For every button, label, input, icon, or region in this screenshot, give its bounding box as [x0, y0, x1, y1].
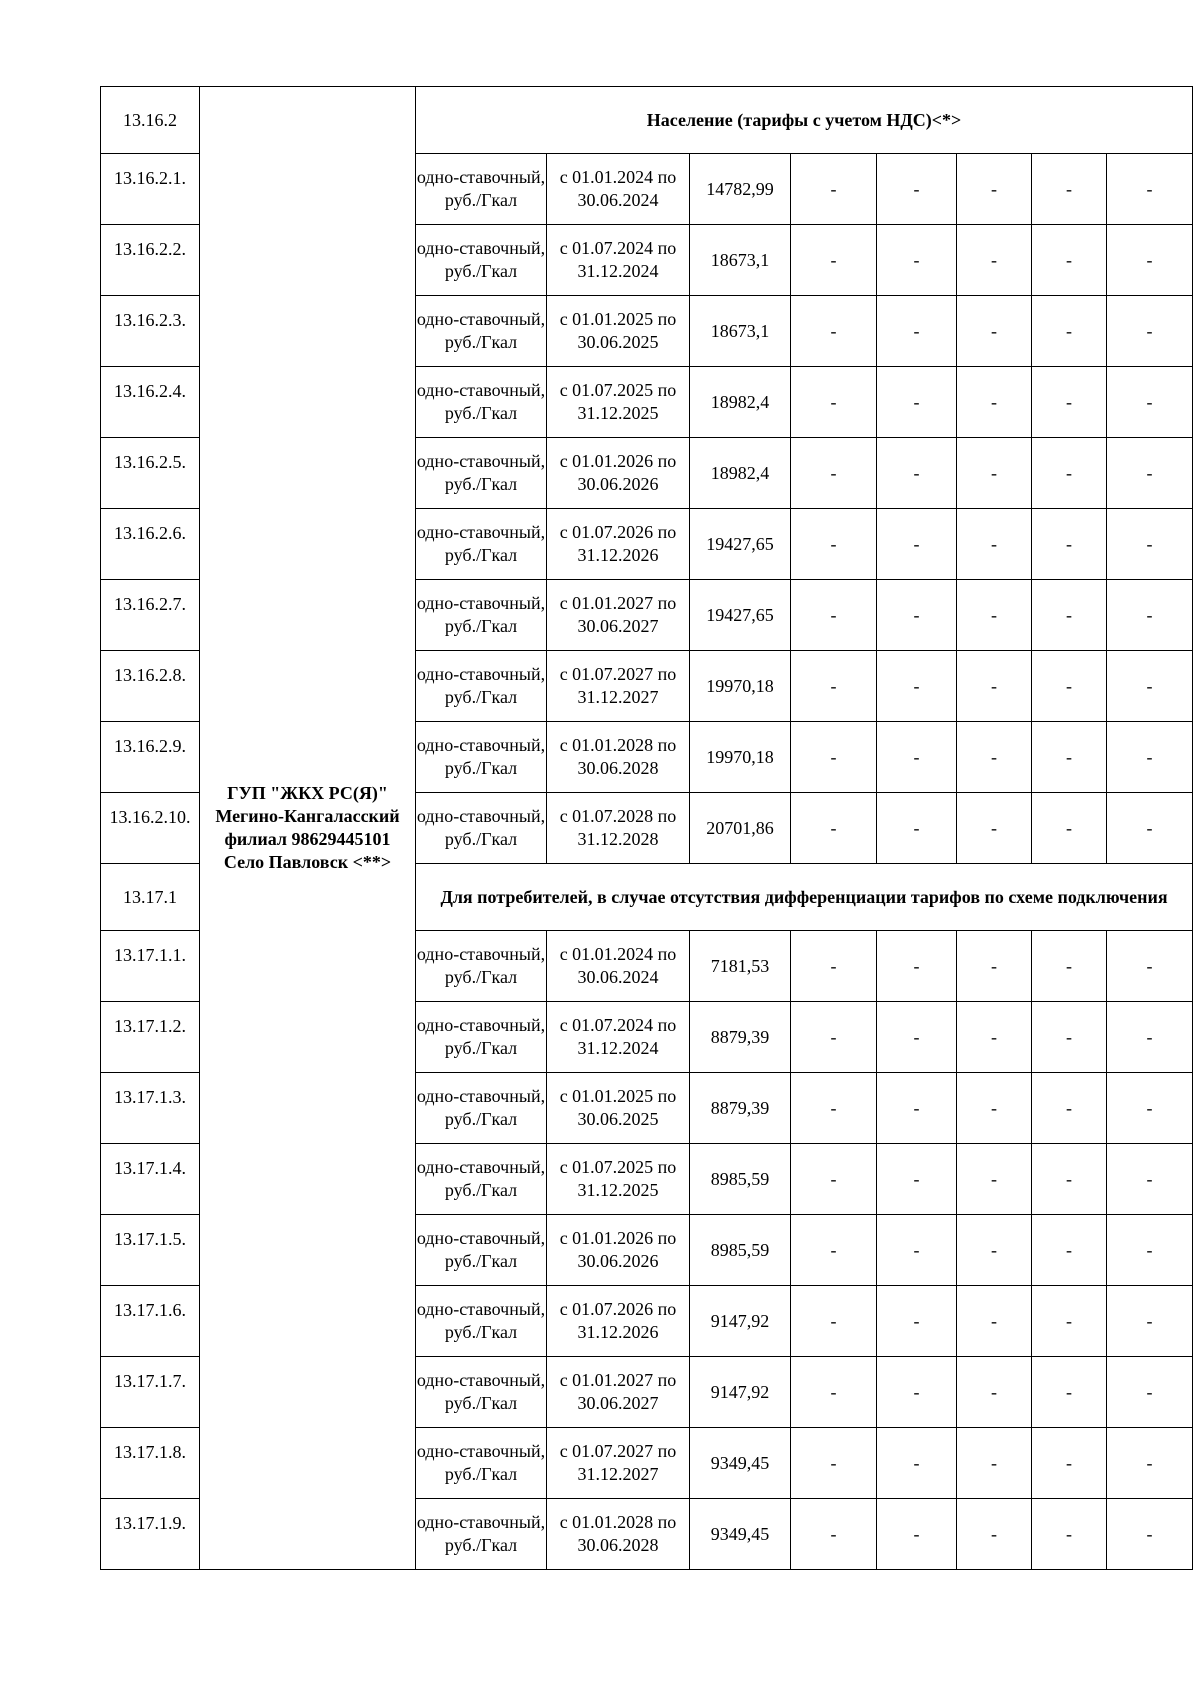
empty-value-dash: - [957, 1144, 1032, 1215]
empty-value-dash: - [791, 509, 877, 580]
empty-value-dash: - [957, 1357, 1032, 1428]
empty-value-dash: - [1107, 1215, 1193, 1286]
tariff-kind: одно-ставочный, руб./Гкал [416, 722, 547, 793]
empty-value-dash: - [791, 154, 877, 225]
tariff-kind: одно-ставочный, руб./Гкал [416, 509, 547, 580]
tariff-period: с 01.07.2026 по 31.12.2026 [547, 1286, 690, 1357]
empty-value-dash: - [1107, 793, 1193, 864]
tariff-value: 7181,53 [690, 931, 791, 1002]
empty-value-dash: - [791, 1357, 877, 1428]
empty-value-dash: - [1032, 367, 1107, 438]
empty-value-dash: - [791, 1002, 877, 1073]
tariff-period: с 01.01.2028 по 30.06.2028 [547, 1499, 690, 1570]
empty-value-dash: - [1032, 1073, 1107, 1144]
empty-value-dash: - [877, 1286, 957, 1357]
empty-value-dash: - [791, 438, 877, 509]
row-number: 13.16.2.3. [101, 296, 200, 367]
tariff-value: 9349,45 [690, 1428, 791, 1499]
empty-value-dash: - [1032, 1499, 1107, 1570]
row-number: 13.16.2.6. [101, 509, 200, 580]
tariff-value: 8879,39 [690, 1002, 791, 1073]
tariff-period: с 01.07.2027 по 31.12.2027 [547, 651, 690, 722]
tariff-value: 19970,18 [690, 651, 791, 722]
empty-value-dash: - [1107, 296, 1193, 367]
empty-value-dash: - [791, 1215, 877, 1286]
tariff-period: с 01.01.2025 по 30.06.2025 [547, 296, 690, 367]
tariff-kind: одно-ставочный, руб./Гкал [416, 793, 547, 864]
empty-value-dash: - [791, 296, 877, 367]
tariff-period: с 01.07.2027 по 31.12.2027 [547, 1428, 690, 1499]
empty-value-dash: - [877, 793, 957, 864]
empty-value-dash: - [1107, 154, 1193, 225]
empty-value-dash: - [957, 1428, 1032, 1499]
empty-value-dash: - [957, 722, 1032, 793]
empty-value-dash: - [791, 722, 877, 793]
tariff-kind: одно-ставочный, руб./Гкал [416, 1286, 547, 1357]
row-number: 13.17.1.2. [101, 1002, 200, 1073]
row-number: 13.17.1.3. [101, 1073, 200, 1144]
empty-value-dash: - [957, 931, 1032, 1002]
tariff-period: с 01.01.2024 по 30.06.2024 [547, 931, 690, 1002]
tariff-period: с 01.01.2026 по 30.06.2026 [547, 438, 690, 509]
tariff-period: с 01.01.2026 по 30.06.2026 [547, 1215, 690, 1286]
tariff-kind: одно-ставочный, руб./Гкал [416, 580, 547, 651]
empty-value-dash: - [957, 438, 1032, 509]
empty-value-dash: - [877, 1499, 957, 1570]
tariff-period: с 01.01.2025 по 30.06.2025 [547, 1073, 690, 1144]
empty-value-dash: - [877, 1073, 957, 1144]
empty-value-dash: - [1032, 722, 1107, 793]
tariff-table-body [101, 87, 1193, 1570]
row-number: 13.17.1.1. [101, 931, 200, 1002]
empty-value-dash: - [1107, 1002, 1193, 1073]
empty-value-dash: - [791, 1073, 877, 1144]
tariff-period: с 01.07.2025 по 31.12.2025 [547, 367, 690, 438]
section-header-row [101, 87, 1193, 154]
empty-value-dash: - [791, 651, 877, 722]
row-number: 13.17.1.9. [101, 1499, 200, 1570]
tariff-period: с 01.07.2026 по 31.12.2026 [547, 509, 690, 580]
empty-value-dash: - [1107, 931, 1193, 1002]
tariff-kind: одно-ставочный, руб./Гкал [416, 1428, 547, 1499]
empty-value-dash: - [1032, 651, 1107, 722]
row-number: 13.17.1.7. [101, 1357, 200, 1428]
empty-value-dash: - [877, 367, 957, 438]
empty-value-dash: - [791, 1144, 877, 1215]
tariff-table [100, 86, 1193, 1570]
row-number: 13.17.1.6. [101, 1286, 200, 1357]
tariff-period: с 01.07.2024 по 31.12.2024 [547, 225, 690, 296]
empty-value-dash: - [877, 580, 957, 651]
section-title: Население (тарифы с учетом НДС)<*> [416, 87, 1193, 154]
tariff-value: 9147,92 [690, 1286, 791, 1357]
row-number: 13.17.1.4. [101, 1144, 200, 1215]
empty-value-dash: - [1032, 793, 1107, 864]
tariff-value: 18982,4 [690, 438, 791, 509]
row-number: 13.16.2.2. [101, 225, 200, 296]
tariff-value: 18673,1 [690, 296, 791, 367]
empty-value-dash: - [957, 1215, 1032, 1286]
empty-value-dash: - [957, 1499, 1032, 1570]
tariff-kind: одно-ставочный, руб./Гкал [416, 367, 547, 438]
empty-value-dash: - [791, 793, 877, 864]
empty-value-dash: - [1107, 1286, 1193, 1357]
tariff-value: 19427,65 [690, 580, 791, 651]
tariff-kind: одно-ставочный, руб./Гкал [416, 1144, 547, 1215]
row-number: 13.16.2.4. [101, 367, 200, 438]
empty-value-dash: - [1107, 1499, 1193, 1570]
section-title: Для потребителей, в случае отсутствия дифференциации тарифов по схеме подключения [416, 864, 1193, 931]
row-number: 13.16.2.8. [101, 651, 200, 722]
empty-value-dash: - [1032, 1286, 1107, 1357]
empty-value-dash: - [1032, 509, 1107, 580]
tariff-value: 8985,59 [690, 1144, 791, 1215]
empty-value-dash: - [791, 367, 877, 438]
tariff-kind: одно-ставочный, руб./Гкал [416, 1073, 547, 1144]
empty-value-dash: - [957, 509, 1032, 580]
empty-value-dash: - [877, 931, 957, 1002]
empty-value-dash: - [957, 793, 1032, 864]
empty-value-dash: - [957, 225, 1032, 296]
tariff-value: 18982,4 [690, 367, 791, 438]
row-number: 13.16.2.7. [101, 580, 200, 651]
empty-value-dash: - [1032, 296, 1107, 367]
empty-value-dash: - [877, 438, 957, 509]
empty-value-dash: - [1107, 438, 1193, 509]
tariff-kind: одно-ставочный, руб./Гкал [416, 651, 547, 722]
tariff-kind: одно-ставочный, руб./Гкал [416, 1002, 547, 1073]
empty-value-dash: - [957, 296, 1032, 367]
tariff-period: с 01.07.2025 по 31.12.2025 [547, 1144, 690, 1215]
empty-value-dash: - [877, 225, 957, 296]
empty-value-dash: - [1107, 1357, 1193, 1428]
organization-name: ГУП "ЖКХ РС(Я)" Мегино-Кангаласский филиал 98629445101 Село Павловск <**> [200, 87, 416, 1570]
empty-value-dash: - [1107, 1428, 1193, 1499]
empty-value-dash: - [877, 651, 957, 722]
row-number: 13.17.1.5. [101, 1215, 200, 1286]
empty-value-dash: - [1107, 722, 1193, 793]
tariff-kind: одно-ставочный, руб./Гкал [416, 931, 547, 1002]
tariff-kind: одно-ставочный, руб./Гкал [416, 225, 547, 296]
empty-value-dash: - [877, 509, 957, 580]
empty-value-dash: - [1107, 580, 1193, 651]
empty-value-dash: - [1032, 225, 1107, 296]
row-number: 13.16.2.5. [101, 438, 200, 509]
empty-value-dash: - [957, 1002, 1032, 1073]
empty-value-dash: - [1107, 651, 1193, 722]
tariff-value: 14782,99 [690, 154, 791, 225]
empty-value-dash: - [1107, 1144, 1193, 1215]
tariff-kind: одно-ставочный, руб./Гкал [416, 1357, 547, 1428]
tariff-value: 20701,86 [690, 793, 791, 864]
section-number: 13.16.2 [101, 87, 200, 154]
tariff-value: 9349,45 [690, 1499, 791, 1570]
tariff-value: 8985,59 [690, 1215, 791, 1286]
empty-value-dash: - [1107, 509, 1193, 580]
tariff-kind: одно-ставочный, руб./Гкал [416, 1215, 547, 1286]
tariff-period: с 01.07.2024 по 31.12.2024 [547, 1002, 690, 1073]
empty-value-dash: - [957, 1073, 1032, 1144]
empty-value-dash: - [877, 1144, 957, 1215]
tariff-value: 19427,65 [690, 509, 791, 580]
tariff-value: 18673,1 [690, 225, 791, 296]
tariff-period: с 01.07.2028 по 31.12.2028 [547, 793, 690, 864]
empty-value-dash: - [791, 580, 877, 651]
empty-value-dash: - [877, 722, 957, 793]
tariff-value: 8879,39 [690, 1073, 791, 1144]
empty-value-dash: - [957, 651, 1032, 722]
empty-value-dash: - [957, 1286, 1032, 1357]
empty-value-dash: - [791, 225, 877, 296]
empty-value-dash: - [877, 296, 957, 367]
empty-value-dash: - [1032, 580, 1107, 651]
empty-value-dash: - [1032, 1144, 1107, 1215]
empty-value-dash: - [1032, 1357, 1107, 1428]
tariff-kind: одно-ставочный, руб./Гкал [416, 438, 547, 509]
empty-value-dash: - [1032, 1215, 1107, 1286]
empty-value-dash: - [791, 1428, 877, 1499]
tariff-period: с 01.01.2027 по 30.06.2027 [547, 1357, 690, 1428]
tariff-period: с 01.01.2024 по 30.06.2024 [547, 154, 690, 225]
tariff-kind: одно-ставочный, руб./Гкал [416, 154, 547, 225]
empty-value-dash: - [1032, 931, 1107, 1002]
empty-value-dash: - [1107, 1073, 1193, 1144]
empty-value-dash: - [791, 931, 877, 1002]
row-number: 13.17.1.8. [101, 1428, 200, 1499]
empty-value-dash: - [877, 154, 957, 225]
empty-value-dash: - [957, 580, 1032, 651]
empty-value-dash: - [1107, 225, 1193, 296]
row-number: 13.16.2.9. [101, 722, 200, 793]
empty-value-dash: - [791, 1499, 877, 1570]
empty-value-dash: - [1032, 1002, 1107, 1073]
row-number: 13.16.2.1. [101, 154, 200, 225]
empty-value-dash: - [957, 154, 1032, 225]
row-number: 13.16.2.10. [101, 793, 200, 864]
tariff-value: 19970,18 [690, 722, 791, 793]
empty-value-dash: - [1032, 1428, 1107, 1499]
tariff-kind: одно-ставочный, руб./Гкал [416, 296, 547, 367]
empty-value-dash: - [877, 1002, 957, 1073]
empty-value-dash: - [1107, 367, 1193, 438]
tariff-period: с 01.01.2028 по 30.06.2028 [547, 722, 690, 793]
section-number: 13.17.1 [101, 864, 200, 931]
tariff-kind: одно-ставочный, руб./Гкал [416, 1499, 547, 1570]
empty-value-dash: - [877, 1357, 957, 1428]
empty-value-dash: - [1032, 154, 1107, 225]
empty-value-dash: - [877, 1428, 957, 1499]
empty-value-dash: - [791, 1286, 877, 1357]
tariff-period: с 01.01.2027 по 30.06.2027 [547, 580, 690, 651]
empty-value-dash: - [877, 1215, 957, 1286]
tariff-value: 9147,92 [690, 1357, 791, 1428]
empty-value-dash: - [1032, 438, 1107, 509]
empty-value-dash: - [957, 367, 1032, 438]
